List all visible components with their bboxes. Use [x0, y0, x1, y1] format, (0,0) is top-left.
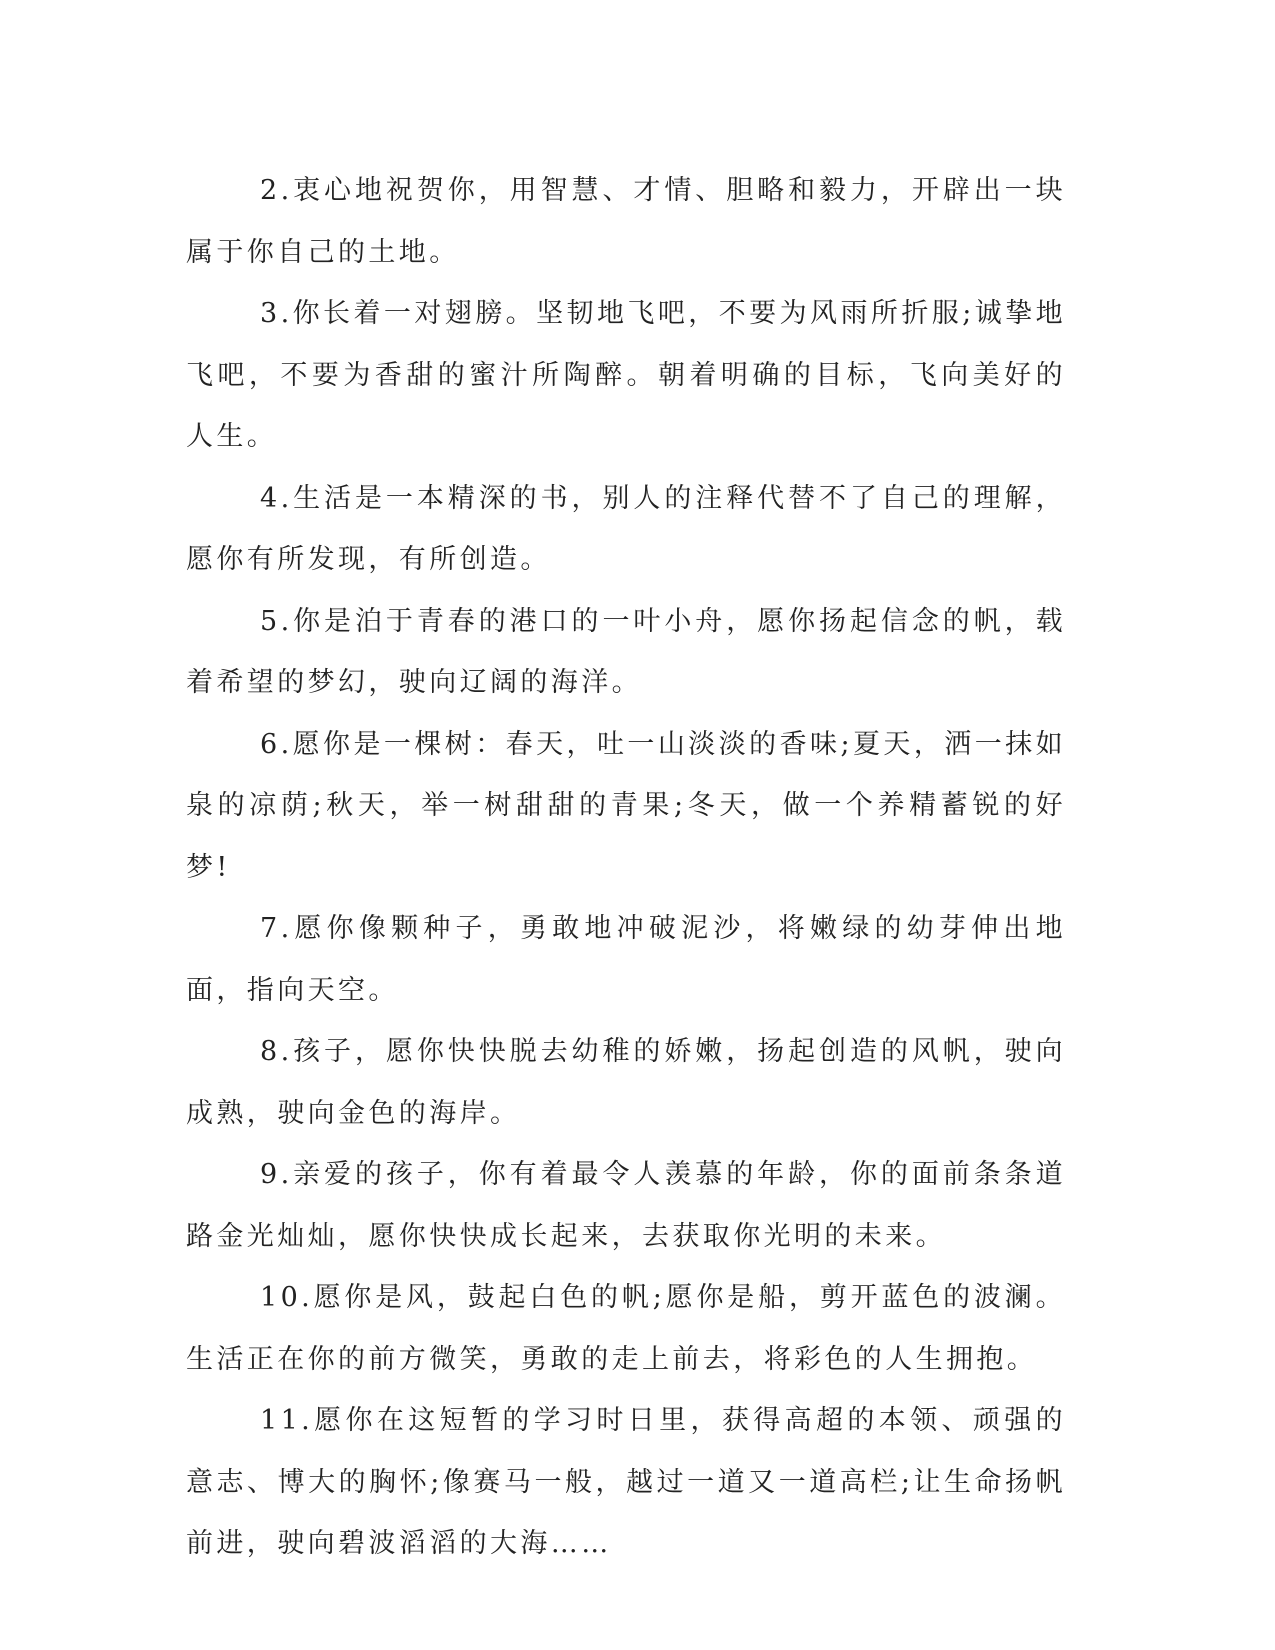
paragraph-2: 2.衷心地祝贺你，用智慧、才情、胆略和毅力，开辟出一块属于你自己的土地。	[186, 175, 1066, 268]
paragraph-11: 11.愿你在这短暂的学习时日里，获得高超的本领、顽强的意志、博大的胸怀;像赛马一般，越过一道又一道高栏;让生命扬帆前进，驶向碧波滔滔的大海……	[186, 1405, 1066, 1559]
paragraph-6: 6.愿你是一棵树：春天，吐一山淡淡的香味;夏天，洒一抹如泉的凉荫;秋天，举一树甜甜的青果;冬天，做一个养精蓄锐的好梦!	[186, 728, 1066, 883]
paragraph-8: 8.孩子，愿你快快脱去幼稚的娇嫩，扬起创造的风帆，驶向成熟，驶向金色的海岸。	[186, 1036, 1066, 1129]
paragraph-4: 4.生活是一本精深的书，别人的注释代替不了自己的理解，愿你有所发现，有所创造。	[186, 482, 1066, 575]
document-body	[186, 160, 1066, 1575]
paragraph-9: 9.亲爱的孩子，你有着最令人羡慕的年龄，你的面前条条道路金光灿灿，愿你快快成长起来，去获取你光明的未来。	[186, 1159, 1066, 1252]
paragraph-7: 7.愿你像颗种子，勇敢地冲破泥沙，将嫩绿的幼芽伸出地面，指向天空。	[186, 913, 1066, 1006]
paragraph-3: 3.你长着一对翅膀。坚韧地飞吧，不要为风雨所折服;诚挚地飞吧，不要为香甜的蜜汁所陶醉。朝着明确的目标，飞向美好的人生。	[186, 298, 1066, 452]
paragraph-5: 5.你是泊于青春的港口的一叶小舟，愿你扬起信念的帆，载着希望的梦幻，驶向辽阔的海洋。	[186, 605, 1066, 698]
paragraph-10: 10.愿你是风，鼓起白色的帆;愿你是船，剪开蓝色的波澜。生活正在你的前方微笑，勇敢的走上前去，将彩色的人生拥抱。	[186, 1282, 1066, 1375]
